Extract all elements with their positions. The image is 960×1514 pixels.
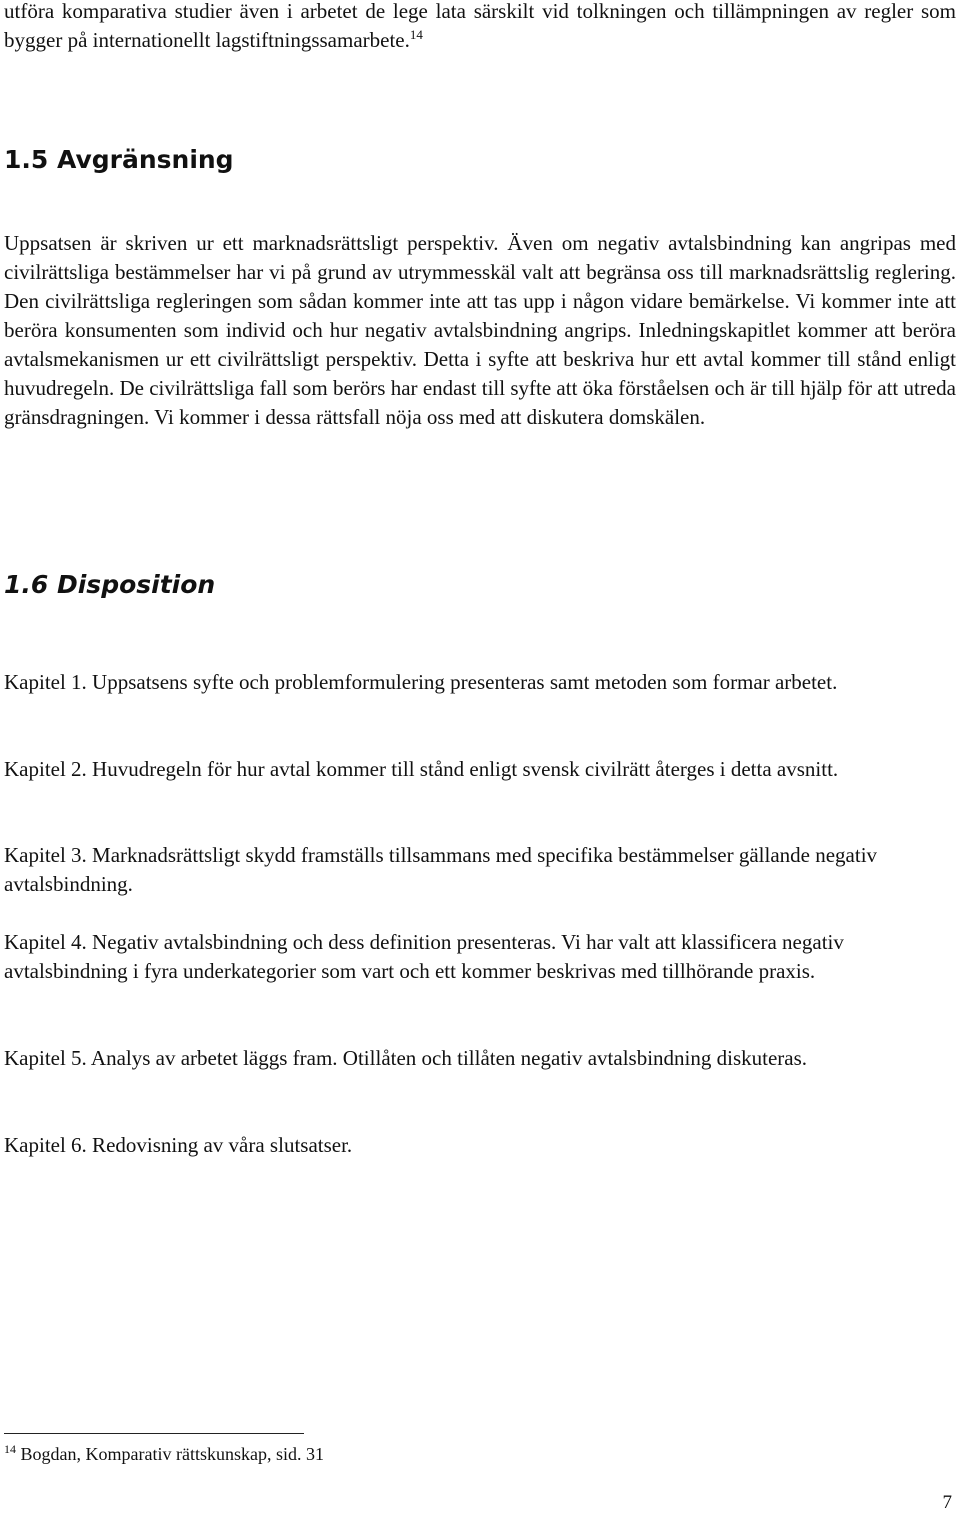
avgransning-paragraph: Uppsatsen är skriven ur ett marknadsrättsligt perspektiv. Även om negativ avtalsbindning kan angripas med civilrättsliga bestämmelser har vi på grund av utrymmesskäl valt att begränsa oss till marknadsrättslig reglering. Den civilrättsliga regleringen som sådan kommer inte att tas upp i någon vidare bemärkelse. Vi kommer inte att beröra konsumenten som individ och hur negativ avtalsbindning angrips. Inledningskapitlet kommer att beröra avtalsmekanismen ur ett civilrättsligt perspektiv. Detta i syfte att beskriva hur ett avtal kommer till stånd enligt huvudregeln. De civilrättsliga fall som berörs har endast till syfte att öka förståelsen och är till hjälp för att utreda gränsdragningen. Vi kommer i dessa rättsfall nöja oss med att diskutera domskälen. <box>4 231 956 429</box>
chapter-item <box>4 928 956 986</box>
section-heading-avgransning: 1.5 Avgränsning <box>4 145 234 174</box>
chapter-item <box>4 841 956 899</box>
chapter-text: Kapitel 2. Huvudregeln för hur avtal kommer till stånd enligt svensk civilrätt återges i detta avsnitt. <box>4 757 839 781</box>
intro-text: utföra komparativa studier även i arbetet de lege lata särskilt vid tolkningen och tillämpningen av regler som bygger på internationellt lagstiftningssamarbete. <box>4 0 956 52</box>
intro-paragraph <box>4 0 956 55</box>
chapter-item <box>4 668 956 697</box>
chapter-text: Kapitel 4. Negativ avtalsbindning och dess definition presenteras. Vi har valt att klassificera negativ avtalsbindning i fyra underkategorier som vart och ett kommer beskrivas med tillhörande praxis. <box>4 930 844 983</box>
chapter-text: Kapitel 6. Redovisning av våra slutsatser. <box>4 1133 353 1157</box>
chapter-text: Kapitel 5. Analys av arbetet läggs fram. Otillåten och tillåten negativ avtalsbindning diskuteras. <box>4 1046 808 1070</box>
footnote-reference[interactable]: 14 <box>409 27 423 42</box>
chapter-text: Kapitel 3. Marknadsrättsligt skydd framställs tillsammans med specifika bestämmelser gällande negativ avtalsbindning. <box>4 843 878 896</box>
avgransning-paragraph-block <box>4 229 956 432</box>
footnote-number: 14 <box>4 1442 16 1456</box>
chapter-item <box>4 755 956 784</box>
chapter-text: Kapitel 1. Uppsatsens syfte och problemformulering presenteras samt metoden som formar arbetet. <box>4 670 838 694</box>
footnote <box>4 1442 324 1466</box>
chapter-item <box>4 1044 956 1073</box>
page-number: 7 <box>942 1492 952 1513</box>
footnote-text: Bogdan, Komparativ rättskunskap, sid. 31 <box>20 1444 324 1464</box>
chapter-item <box>4 1131 956 1160</box>
section-heading-disposition: 1.6 Disposition <box>4 570 216 599</box>
footnote-separator <box>4 1433 304 1434</box>
